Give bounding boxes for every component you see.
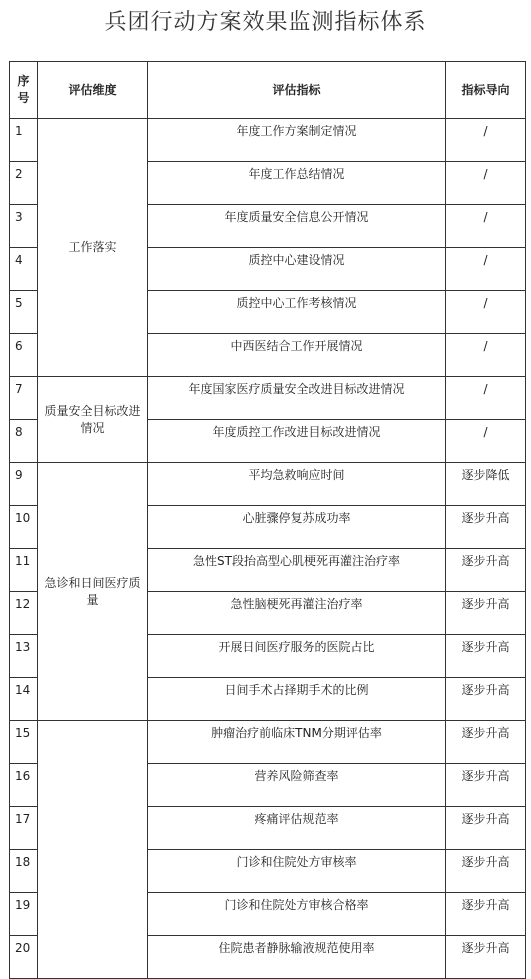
indicator-cell: 急性脑梗死再灌注治疗率	[148, 592, 446, 635]
direction-cell: /	[446, 162, 526, 205]
indicator-cell: 年度质量安全信息公开情况	[148, 205, 446, 248]
row-number: 3	[10, 205, 38, 248]
row-number: 5	[10, 291, 38, 334]
indicator-cell: 质控中心工作考核情况	[148, 291, 446, 334]
row-number: 4	[10, 248, 38, 291]
direction-cell: 逐步升高	[446, 592, 526, 635]
table-row	[10, 377, 526, 420]
direction-cell: /	[446, 334, 526, 377]
row-number: 7	[10, 377, 38, 420]
row-number: 6	[10, 334, 38, 377]
table-header-row	[10, 62, 526, 119]
dimension-cell: 工作落实	[38, 119, 148, 377]
row-number: 11	[10, 549, 38, 592]
header-dimension: 评估维度	[38, 62, 148, 119]
dimension-cell	[38, 721, 148, 979]
row-number: 20	[10, 936, 38, 979]
direction-cell: /	[446, 205, 526, 248]
page-title: 兵团行动方案效果监测指标体系	[104, 10, 427, 35]
row-number: 12	[10, 592, 38, 635]
indicator-cell: 年度工作总结情况	[148, 162, 446, 205]
indicator-cell: 开展日间医疗服务的医院占比	[148, 635, 446, 678]
dimension-cell: 质量安全目标改进情况	[38, 377, 148, 463]
direction-cell: /	[446, 291, 526, 334]
direction-cell: 逐步升高	[446, 549, 526, 592]
dimension-cell: 急诊和日间医疗质量	[38, 463, 148, 721]
indicator-cell: 营养风险筛查率	[148, 764, 446, 807]
indicator-cell: 中西医结合工作开展情况	[148, 334, 446, 377]
indicator-cell: 年度国家医疗质量安全改进目标改进情况	[148, 377, 446, 420]
direction-cell: 逐步升高	[446, 764, 526, 807]
direction-cell: 逐步降低	[446, 463, 526, 506]
row-number: 10	[10, 506, 38, 549]
indicator-cell: 门诊和住院处方审核合格率	[148, 893, 446, 936]
row-number: 19	[10, 893, 38, 936]
direction-cell: 逐步升高	[446, 893, 526, 936]
table-body	[10, 119, 526, 979]
indicator-cell: 质控中心建设情况	[148, 248, 446, 291]
table-row	[10, 119, 526, 162]
direction-cell: /	[446, 420, 526, 463]
row-number: 18	[10, 850, 38, 893]
row-number: 9	[10, 463, 38, 506]
header-indicator: 评估指标	[148, 62, 446, 119]
indicator-table	[9, 61, 526, 979]
row-number: 14	[10, 678, 38, 721]
table-row	[10, 463, 526, 506]
row-number: 15	[10, 721, 38, 764]
indicator-cell: 年度工作方案制定情况	[148, 119, 446, 162]
direction-cell: 逐步升高	[446, 678, 526, 721]
direction-cell: 逐步升高	[446, 850, 526, 893]
row-number: 8	[10, 420, 38, 463]
header-direction: 指标导向	[446, 62, 526, 119]
row-number: 17	[10, 807, 38, 850]
indicator-cell: 心脏骤停复苏成功率	[148, 506, 446, 549]
header-no: 序号	[10, 62, 38, 119]
indicator-cell: 肿瘤治疗前临床TNM分期评估率	[148, 721, 446, 764]
indicator-cell: 疼痛评估规范率	[148, 807, 446, 850]
direction-cell: /	[446, 119, 526, 162]
table-row	[10, 721, 526, 764]
indicator-cell: 门诊和住院处方审核率	[148, 850, 446, 893]
direction-cell: 逐步升高	[446, 506, 526, 549]
indicator-cell: 急性ST段抬高型心肌梗死再灌注治疗率	[148, 549, 446, 592]
indicator-cell: 平均急救响应时间	[148, 463, 446, 506]
direction-cell: /	[446, 377, 526, 420]
indicator-cell: 年度质控工作改进目标改进情况	[148, 420, 446, 463]
indicator-cell: 日间手术占择期手术的比例	[148, 678, 446, 721]
indicator-cell: 住院患者静脉输液规范使用率	[148, 936, 446, 979]
direction-cell: /	[446, 248, 526, 291]
direction-cell: 逐步升高	[446, 807, 526, 850]
direction-cell: 逐步升高	[446, 635, 526, 678]
row-number: 1	[10, 119, 38, 162]
row-number: 2	[10, 162, 38, 205]
direction-cell: 逐步升高	[446, 721, 526, 764]
direction-cell: 逐步升高	[446, 936, 526, 979]
row-number: 13	[10, 635, 38, 678]
row-number: 16	[10, 764, 38, 807]
